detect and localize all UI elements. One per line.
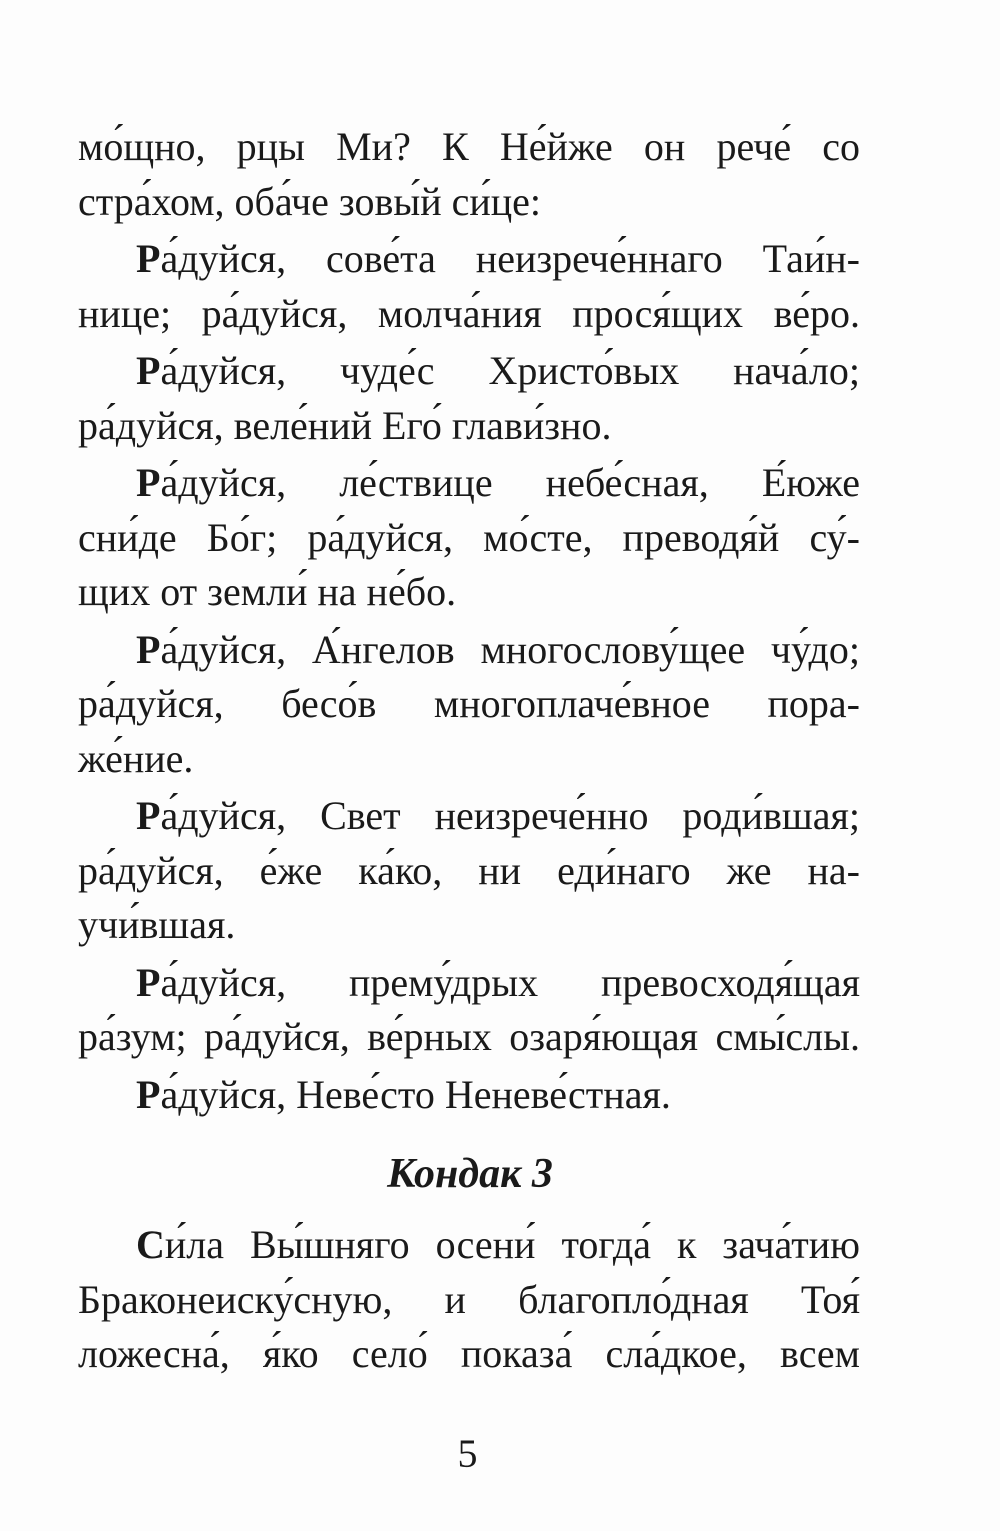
section-heading: Кондак 3: [387, 1151, 553, 1197]
text-line: ра́дуйся, е́же ка́ко, ни еди́наго же на-: [78, 847, 860, 893]
text-line: ложесна́, я́ко село́ показа́ сла́дкое, всем: [78, 1331, 860, 1376]
text-fragment: а́дуйся, ле́ствице небе́сная, Е́юже: [160, 460, 860, 505]
text-line: [78, 956, 860, 1011]
text-line: же́ние.: [78, 735, 194, 781]
initial-letter: Р: [136, 460, 161, 505]
text-fragment: а́дуйся, чуде́с Христо́вых нача́ло;: [160, 348, 860, 393]
initial-letter: Р: [136, 793, 161, 838]
text-line: ра́дуйся, бесо́в многоплаче́вное пора-: [78, 681, 860, 726]
text-line: [78, 623, 860, 678]
page-number: 5: [457, 1431, 478, 1476]
text-line: [78, 232, 860, 287]
text-fragment: а́дуйся, А́нгелов многослову́щее чу́до;: [160, 626, 860, 672]
text-line: [78, 789, 860, 844]
text-line: нице; ра́дуйся, молча́ния прося́щих ве́ро.: [78, 290, 860, 336]
text-line: Браконеиску́сную, и благопло́дная Тоя́: [78, 1276, 860, 1322]
text-line: ра́дуйся, веле́ний Его́ глави́зно.: [78, 402, 612, 448]
text-line: стра́хом, оба́че зовы́й си́це:: [78, 178, 542, 224]
text-fragment: и́ла Вы́шняго осени́ тогда́ к зача́тию: [164, 1222, 860, 1267]
text-line: [78, 1218, 860, 1273]
text-fragment: а́дуйся, Свет неизрече́нно роди́вшая;: [160, 793, 860, 838]
text-fragment: а́дуйся, прему́дрых превосходя́щая: [160, 959, 860, 1005]
akathist-text: [78, 120, 860, 1122]
text-line: мо́щно, рцы Ми? К Не́йже он рече́ со: [78, 124, 860, 169]
initial-letter: Р: [136, 959, 161, 1005]
initial-letter: Р: [136, 626, 161, 672]
text-line: [78, 456, 860, 511]
initial-letter: С: [136, 1222, 165, 1267]
text-line: ра́зум; ра́дуйся, ве́рных озаря́ющая смы́слы.: [78, 1014, 860, 1059]
kondak-text: [78, 1218, 860, 1382]
text-line: [78, 1068, 860, 1123]
initial-letter: Р: [136, 1071, 161, 1117]
text-line: щих от земли́ на не́бо.: [78, 569, 457, 614]
text-line: сни́де Бо́г; ра́дуйся, мо́сте, преводя́й су́-: [78, 514, 860, 560]
initial-letter: Р: [136, 236, 161, 281]
text-line: учи́вшая.: [78, 902, 236, 947]
initial-letter: Р: [136, 348, 161, 393]
text-fragment: а́дуйся, Неве́сто Неневе́стная.: [160, 1071, 671, 1117]
text-fragment: а́дуйся, сове́та неизрече́ннаго Таи́н-: [160, 236, 860, 281]
text-line: [78, 344, 860, 399]
